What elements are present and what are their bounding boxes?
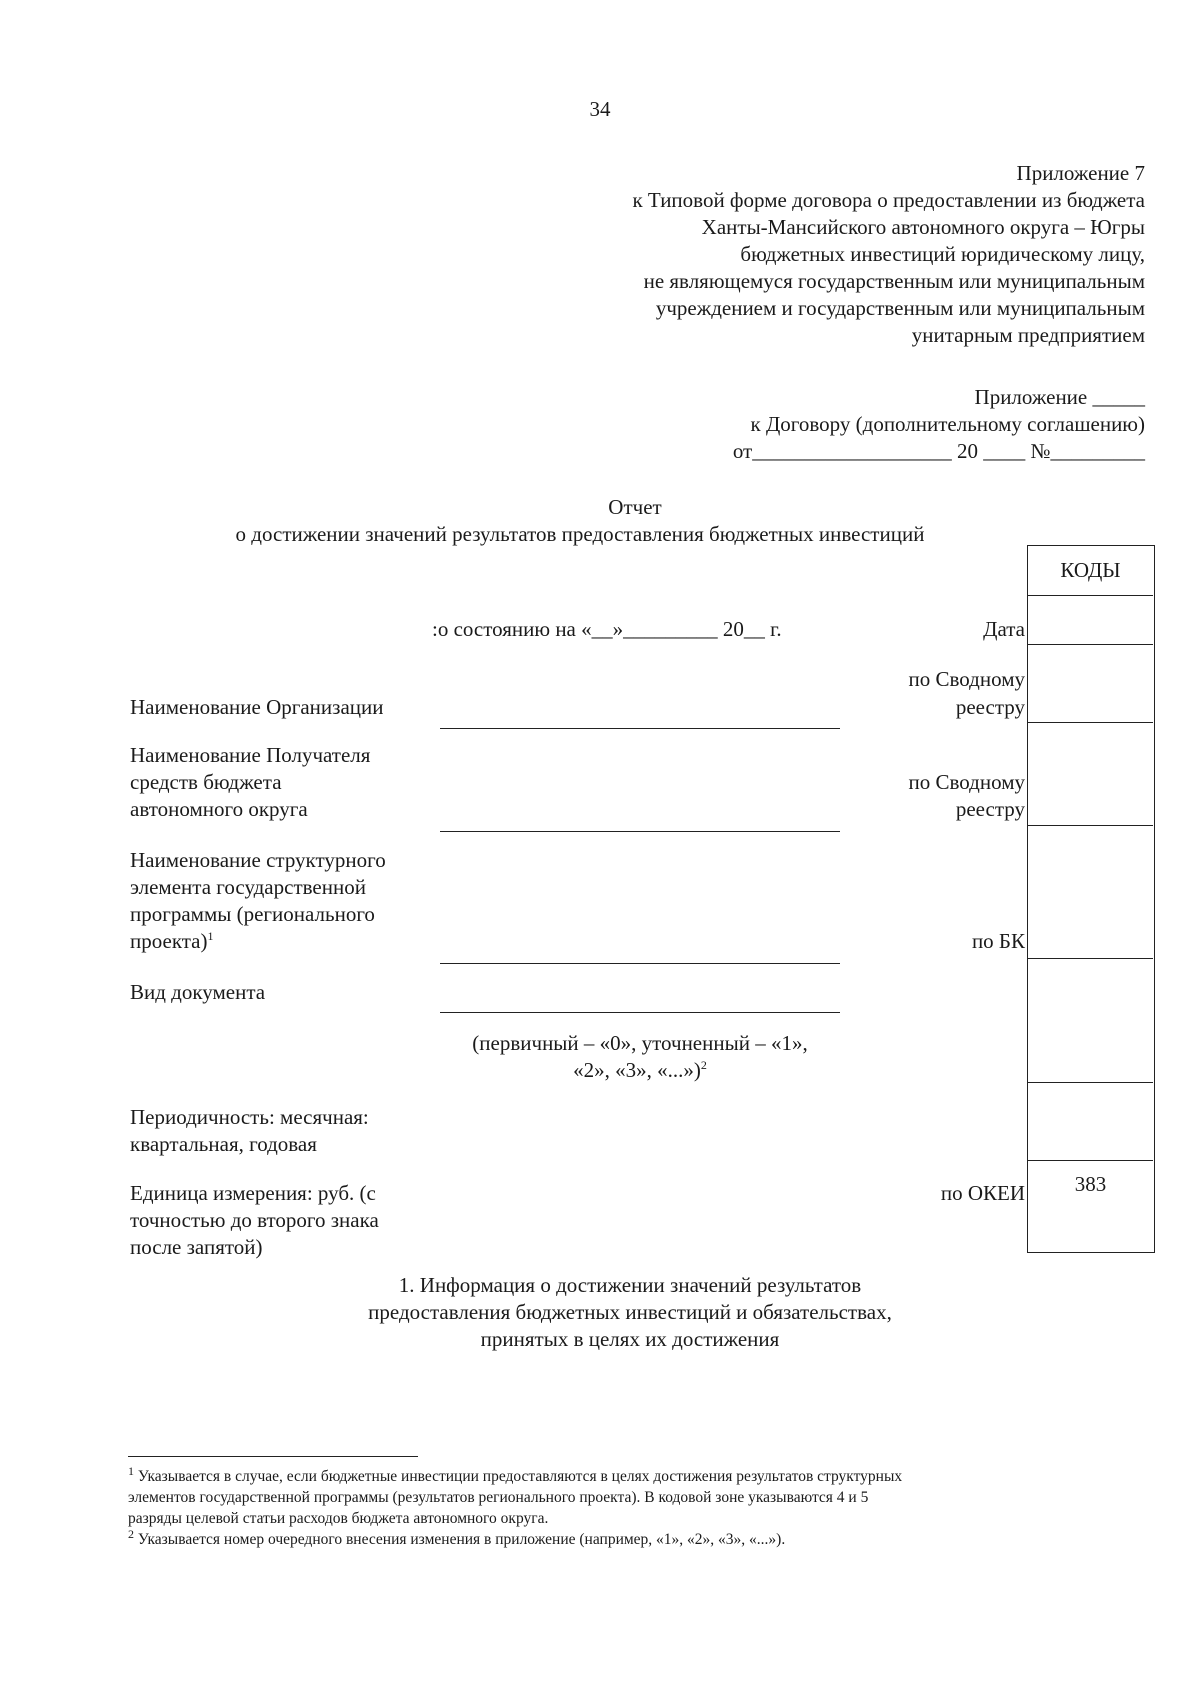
footnote-1-cont: разряды целевой статьи расходов бюджета автономного округа. (128, 1510, 549, 1527)
label-summary-registry: по Сводному (908, 667, 1025, 691)
footnote-2: $^2$ Указывается номер очередного внесения изменения в приложение (например, «1», «2», «3», «...»). (128, 1526, 786, 1548)
as-of-date: :о состоянию на «__»_________ 20__ г. (432, 617, 782, 641)
code-cell-okei: 383 (1074, 1172, 1107, 1196)
label-unit: точностью до второго знака (130, 1208, 379, 1232)
label-recipient: Наименование Получателя (130, 743, 371, 767)
label-org-name: Наименование Организации (130, 695, 384, 719)
appendix-line: унитарным предприятием (911, 323, 1145, 347)
label-unit: после запятой) (130, 1235, 263, 1259)
code-cell-summary-registry (1028, 645, 1153, 723)
label-recipient: средств бюджета (130, 770, 282, 794)
footnote-1: $^1$ Указывается в случае, если бюджетные инвестиции предоставляются в целях достижения результатов структурных (128, 1463, 903, 1485)
recipient-underline (440, 831, 840, 832)
doc-type-hint: (первичный – «0», уточненный – «1», (472, 1031, 808, 1055)
label-doc-type: Вид документа (130, 980, 266, 1004)
footnote-ref-1: 1 (207, 929, 214, 943)
code-cell-bk (1028, 826, 1153, 959)
footnote-1-cont: элементов государственной программы (результатов регионального проекта). В кодовой зоне указываются 4 и 5 (128, 1489, 869, 1506)
footnote-ref-2: 2 (700, 1058, 707, 1072)
code-cell-doc-type (1028, 959, 1153, 1083)
section-heading: предоставления бюджетных инвестиций и обязательствах, (368, 1300, 892, 1324)
section-heading: 1. Информация о достижении значений результатов (398, 1273, 862, 1297)
label-struct-element: Наименование структурного (130, 848, 386, 872)
contract-ref-line: к Договору (дополнительному соглашению) (750, 412, 1145, 436)
codes-header: КОДЫ (1028, 546, 1153, 596)
label-bk: по БК (971, 929, 1025, 953)
label-summary-registry-b: по Сводному (908, 770, 1025, 794)
label-summary-registry-2: реестру (955, 695, 1025, 719)
appendix-line: к Типовой форме договора о предоставлении из бюджета (632, 188, 1145, 212)
code-cell-periodicity (1028, 1083, 1153, 1161)
appendix-line: не являющемуся государственным или муниципальным (643, 269, 1145, 293)
report-subtitle: о достижении значений результатов предоставления бюджетных инвестиций (235, 522, 925, 546)
appendix-line: бюджетных инвестиций юридическому лицу, (740, 242, 1145, 266)
page-number: 34 (589, 97, 611, 121)
contract-ref-line: от___________________ 20 ____ №_________ (732, 439, 1145, 463)
label-date: Дата (983, 617, 1025, 641)
label-okei: по ОКЕИ (940, 1181, 1025, 1205)
struct-element-underline (440, 963, 840, 964)
footnote-separator (128, 1456, 418, 1457)
label-unit: Единица измерения: руб. (с (130, 1181, 376, 1205)
appendix-line: Ханты-Мансийского автономного округа – Югры (701, 215, 1145, 239)
codes-table (1027, 545, 1155, 1253)
doc-type-hint: «2», «3», «...»)$^2$ (573, 1058, 707, 1082)
doc-type-underline (440, 1012, 840, 1013)
org-name-underline (440, 728, 840, 729)
section-heading: принятых в целях их достижения (480, 1327, 780, 1351)
contract-ref-line: Приложение _____ (974, 385, 1145, 409)
code-cell-date (1028, 596, 1153, 645)
label-struct-element: программы (регионального (130, 902, 375, 926)
label-struct-element: проекта)$^1$ (130, 929, 214, 953)
report-title: Отчет (608, 495, 662, 519)
appendix-line: учреждением и государственным или муниципальным (655, 296, 1145, 320)
label-struct-element: элемента государственной (130, 875, 366, 899)
label-periodicity: квартальная, годовая (130, 1132, 317, 1156)
label-summary-registry-b2: реестру (955, 797, 1025, 821)
appendix-line: Приложение 7 (1016, 161, 1145, 185)
label-recipient: автономного округа (130, 797, 308, 821)
label-periodicity: Периодичность: месячная: (130, 1105, 369, 1129)
code-cell-summary-registry-2 (1028, 723, 1153, 826)
